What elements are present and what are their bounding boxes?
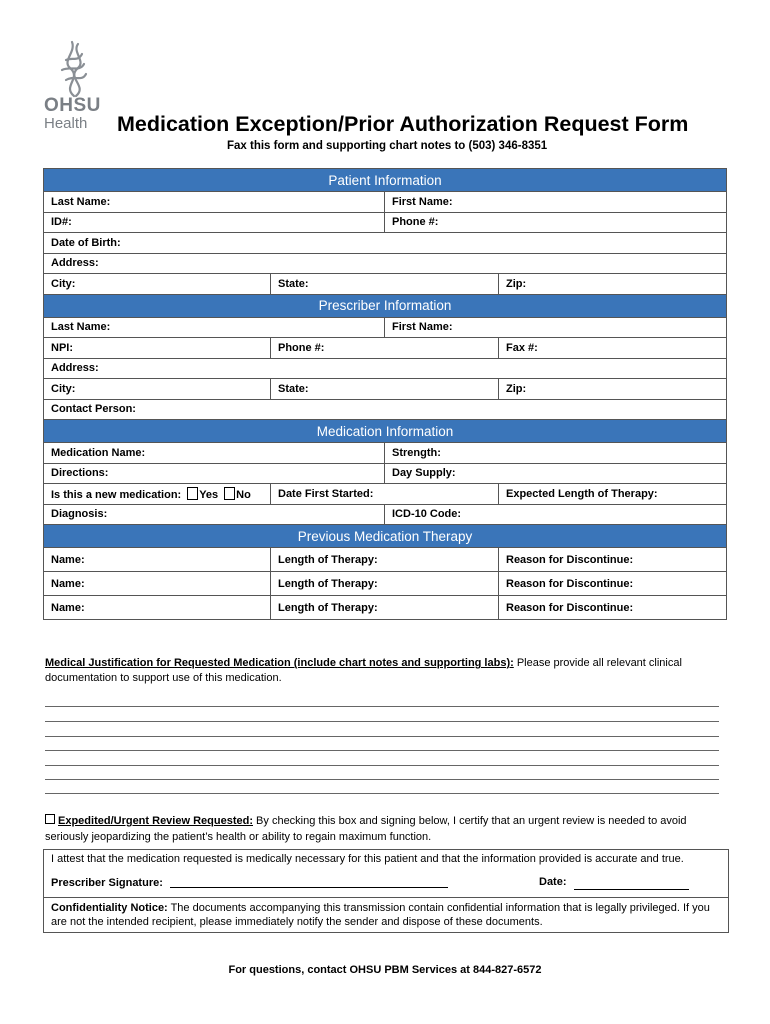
previous-name-label: Name: bbox=[51, 553, 85, 566]
prescriber-npi-label: NPI: bbox=[51, 341, 73, 354]
prescriber-first-name-field[interactable] bbox=[385, 317, 727, 338]
previous-length-field[interactable] bbox=[271, 572, 499, 596]
attestation-box bbox=[43, 849, 729, 933]
prescriber-last-name-label: Last Name: bbox=[51, 321, 111, 334]
medication-directions-field[interactable] bbox=[44, 463, 385, 484]
prescriber-signature-label: Prescriber Signature: bbox=[51, 877, 163, 889]
prescriber-info-header: Prescriber Information bbox=[44, 294, 727, 317]
attestation-statement: I attest that the medication requested is medically necessary for this patient and that the information provided is accurate and true. bbox=[51, 853, 684, 865]
prescriber-contact-field[interactable] bbox=[44, 399, 727, 420]
expected-length-field[interactable] bbox=[499, 484, 727, 505]
previous-therapy-header: Previous Medication Therapy bbox=[44, 525, 727, 548]
confidentiality-notice bbox=[44, 898, 729, 933]
patient-last-name-field[interactable] bbox=[44, 192, 385, 213]
prescriber-address-field[interactable] bbox=[44, 358, 727, 379]
attestation-cell bbox=[44, 850, 729, 898]
patient-zip-field[interactable] bbox=[499, 274, 727, 295]
prescriber-phone-field[interactable] bbox=[271, 338, 499, 359]
date-line[interactable] bbox=[574, 878, 689, 890]
previous-length-label: Length of Therapy: bbox=[278, 577, 378, 590]
previous-length-label: Length of Therapy: bbox=[278, 553, 378, 566]
previous-reason-field[interactable] bbox=[499, 572, 727, 596]
prescriber-fax-field[interactable] bbox=[499, 338, 727, 359]
justification-label: Medical Justification for Requested Medication (include chart notes and supporting labs): bbox=[45, 657, 514, 669]
previous-reason-field[interactable] bbox=[499, 548, 727, 572]
prescriber-signature-line[interactable] bbox=[170, 876, 448, 888]
new-med-no-label: No bbox=[236, 488, 251, 501]
medication-name-label: Medication Name: bbox=[51, 446, 146, 459]
expedited-text: By checking this box and signing below, I certify that an urgent review is needed to avoid seriously jeopardizing the patient’s health or ability to regain maximum function. bbox=[45, 815, 687, 843]
prescriber-contact-label: Contact Person: bbox=[51, 403, 136, 416]
justification-line[interactable] bbox=[45, 765, 719, 766]
prescriber-zip-label: Zip: bbox=[506, 382, 527, 395]
logo-text-health: Health bbox=[44, 115, 88, 132]
medication-directions-label: Directions: bbox=[51, 467, 109, 480]
justification-line[interactable] bbox=[45, 793, 719, 794]
medication-day-supply-field[interactable] bbox=[385, 463, 727, 484]
previous-reason-label: Reason for Discontinue: bbox=[506, 577, 634, 590]
date-first-started-label: Date First Started: bbox=[278, 487, 374, 500]
date-label: Date: bbox=[539, 876, 567, 888]
justification-text: Please provide all relevant clinical documentation to support use of this medication. bbox=[45, 657, 682, 684]
prescriber-state-label: State: bbox=[278, 382, 309, 395]
patient-phone-field[interactable] bbox=[385, 212, 727, 233]
previous-length-label: Length of Therapy: bbox=[278, 601, 378, 614]
diagnosis-field[interactable] bbox=[44, 504, 385, 525]
expected-length-label: Expected Length of Therapy: bbox=[506, 487, 658, 500]
previous-length-field[interactable] bbox=[271, 548, 499, 572]
prescriber-city-field[interactable] bbox=[44, 379, 271, 400]
patient-id-field[interactable] bbox=[44, 212, 385, 233]
new-med-yes-label: Yes bbox=[199, 488, 219, 501]
ohsu-health-logo bbox=[40, 40, 102, 132]
prescriber-phone-label: Phone #: bbox=[278, 341, 325, 354]
previous-length-field[interactable] bbox=[271, 596, 499, 620]
patient-dob-field[interactable] bbox=[44, 233, 727, 254]
patient-id-label: ID#: bbox=[51, 216, 72, 229]
medication-info-header: Medication Information bbox=[44, 420, 727, 443]
previous-name-field[interactable] bbox=[44, 548, 271, 572]
prescriber-state-field[interactable] bbox=[271, 379, 499, 400]
medication-name-field[interactable] bbox=[44, 443, 385, 464]
prescriber-npi-field[interactable] bbox=[44, 338, 271, 359]
patient-city-field[interactable] bbox=[44, 274, 271, 295]
confidentiality-text: The documents accompanying this transmission contain confidential information that is legally privileged. If you are not the intended recipient, please immediately notify the sender and dispose of these documents. bbox=[51, 902, 710, 928]
date-first-started-field[interactable] bbox=[271, 484, 499, 505]
patient-zip-label: Zip: bbox=[506, 277, 527, 290]
previous-name-label: Name: bbox=[51, 601, 85, 614]
patient-info-header: Patient Information bbox=[44, 169, 727, 192]
patient-address-label: Address: bbox=[51, 257, 99, 270]
form-title: Medication Exception/Prior Authorization Request Form bbox=[117, 112, 689, 136]
patient-first-name-label: First Name: bbox=[392, 195, 453, 208]
previous-reason-label: Reason for Discontinue: bbox=[506, 553, 634, 566]
prescriber-last-name-field[interactable] bbox=[44, 317, 385, 338]
new-medication-label: Is this a new medication: bbox=[51, 488, 182, 501]
patient-first-name-field[interactable] bbox=[385, 192, 727, 213]
signature-row bbox=[51, 876, 722, 894]
patient-state-field[interactable] bbox=[271, 274, 499, 295]
new-med-yes-checkbox[interactable] bbox=[187, 487, 198, 500]
patient-address-field[interactable] bbox=[44, 253, 727, 274]
medication-day-supply-label: Day Supply: bbox=[392, 467, 456, 480]
expedited-label: Expedited/Urgent Review Requested: bbox=[58, 815, 253, 827]
justification-line[interactable] bbox=[45, 750, 719, 751]
justification-line[interactable] bbox=[45, 736, 719, 737]
previous-reason-label: Reason for Discontinue: bbox=[506, 601, 634, 614]
previous-reason-field[interactable] bbox=[499, 596, 727, 620]
patient-state-label: State: bbox=[278, 277, 309, 290]
medical-justification bbox=[45, 656, 725, 686]
new-med-no-checkbox[interactable] bbox=[224, 487, 235, 500]
previous-name-field[interactable] bbox=[44, 572, 271, 596]
medication-strength-field[interactable] bbox=[385, 443, 727, 464]
icd10-field[interactable] bbox=[385, 504, 727, 525]
confidentiality-label: Confidentiality Notice: bbox=[51, 902, 168, 914]
patient-last-name-label: Last Name: bbox=[51, 195, 111, 208]
request-form-table bbox=[43, 168, 727, 620]
contact-footer: For questions, contact OHSU PBM Services at 844-827-6572 bbox=[228, 964, 542, 976]
expedited-checkbox[interactable] bbox=[45, 814, 55, 824]
justification-line[interactable] bbox=[45, 779, 719, 780]
prescriber-address-label: Address: bbox=[51, 362, 99, 375]
previous-name-label: Name: bbox=[51, 577, 85, 590]
diagnosis-label: Diagnosis: bbox=[51, 508, 108, 521]
medication-strength-label: Strength: bbox=[392, 446, 441, 459]
patient-city-label: City: bbox=[51, 277, 76, 290]
justification-line[interactable] bbox=[45, 706, 719, 707]
patient-dob-label: Date of Birth: bbox=[51, 236, 121, 249]
new-medication-field bbox=[44, 484, 271, 505]
prescriber-fax-label: Fax #: bbox=[506, 341, 538, 354]
icd10-label: ICD-10 Code: bbox=[392, 508, 462, 521]
fax-instructions: Fax this form and supporting chart notes to (503) 346-8351 bbox=[227, 140, 548, 152]
flame-emblem-icon bbox=[52, 40, 96, 98]
logo-text-ohsu: OHSU bbox=[44, 95, 101, 116]
prescriber-first-name-label: First Name: bbox=[392, 321, 453, 334]
expedited-review bbox=[45, 813, 725, 845]
patient-phone-label: Phone #: bbox=[392, 216, 439, 229]
previous-name-field[interactable] bbox=[44, 596, 271, 620]
prescriber-zip-field[interactable] bbox=[499, 379, 727, 400]
prescriber-city-label: City: bbox=[51, 382, 76, 395]
justification-line[interactable] bbox=[45, 721, 719, 722]
